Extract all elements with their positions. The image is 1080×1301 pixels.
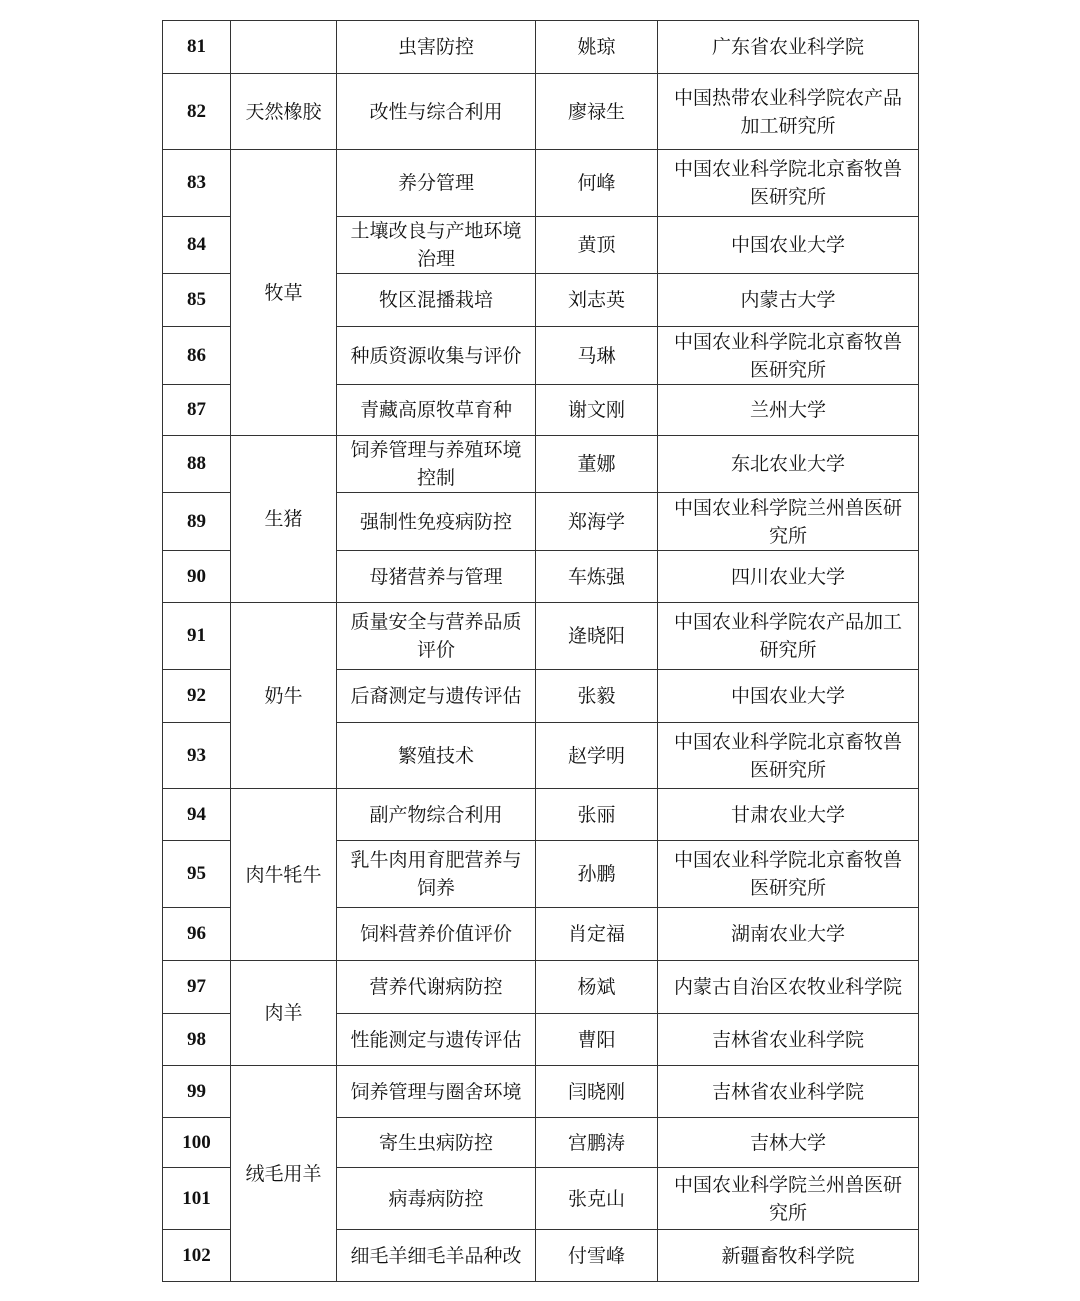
expert-name-cell: 宫鹏涛 [536,1118,658,1168]
research-topic-cell: 饲养管理与圈舍环境 [337,1066,536,1118]
row-number: 91 [163,603,231,670]
table-body [163,21,919,1282]
table-row [163,1066,919,1118]
research-topic-cell: 种质资源收集与评价 [337,327,536,385]
table-row [163,21,919,74]
table-row [163,603,919,670]
category-cell: 牧草 [231,150,337,436]
research-topic-cell: 饲养管理与养殖环境 控制 [337,436,536,493]
expert-name-cell: 肖定福 [536,908,658,961]
row-number: 81 [163,21,231,74]
institution-cell: 湖南农业大学 [658,908,919,961]
expert-name-cell: 董娜 [536,436,658,493]
research-topic-cell: 饲料营养价值评价 [337,908,536,961]
institution-cell: 中国农业科学院兰州兽医研 究所 [658,493,919,551]
table-row [163,789,919,841]
research-topic-cell: 青藏高原牧草育种 [337,385,536,436]
research-topic-cell: 细毛羊细毛羊品种改 [337,1230,536,1282]
institution-cell: 四川农业大学 [658,551,919,603]
row-number: 85 [163,274,231,327]
category-cell: 天然橡胶 [231,74,337,150]
research-topic-cell: 营养代谢病防控 [337,961,536,1014]
row-number: 86 [163,327,231,385]
expert-name-cell: 闫晓刚 [536,1066,658,1118]
research-topic-cell: 改性与综合利用 [337,74,536,150]
row-number: 87 [163,385,231,436]
expert-name-cell: 何峰 [536,150,658,217]
research-topic-cell: 土壤改良与产地环境 治理 [337,217,536,274]
expert-name-cell: 黄顶 [536,217,658,274]
institution-cell: 东北农业大学 [658,436,919,493]
expert-name-cell: 姚琼 [536,21,658,74]
institution-cell: 内蒙古大学 [658,274,919,327]
category-cell: 绒毛用羊 [231,1066,337,1282]
expert-name-cell: 付雪峰 [536,1230,658,1282]
row-number: 84 [163,217,231,274]
table-row [163,436,919,493]
institution-cell: 中国农业大学 [658,217,919,274]
institution-cell: 吉林省农业科学院 [658,1066,919,1118]
expert-name-cell: 郑海学 [536,493,658,551]
row-number: 90 [163,551,231,603]
row-number: 95 [163,841,231,908]
table-row [163,150,919,217]
research-topic-cell: 母猪营养与管理 [337,551,536,603]
institution-cell: 中国农业大学 [658,670,919,723]
research-topic-cell: 后裔测定与遗传评估 [337,670,536,723]
research-topic-cell: 繁殖技术 [337,723,536,789]
research-topic-cell: 性能测定与遗传评估 [337,1014,536,1066]
research-topic-cell: 牧区混播栽培 [337,274,536,327]
institution-cell: 内蒙古自治区农牧业科学院 [658,961,919,1014]
institution-cell: 兰州大学 [658,385,919,436]
research-topic-cell: 乳牛肉用育肥营养与 饲养 [337,841,536,908]
category-cell: 生猪 [231,436,337,603]
institution-cell: 中国农业科学院北京畜牧兽 医研究所 [658,150,919,217]
row-number: 83 [163,150,231,217]
category-cell [231,21,337,74]
row-number: 102 [163,1230,231,1282]
research-topic-cell: 寄生虫病防控 [337,1118,536,1168]
expert-name-cell: 赵学明 [536,723,658,789]
row-number: 93 [163,723,231,789]
institution-cell: 甘肃农业大学 [658,789,919,841]
category-cell: 奶牛 [231,603,337,789]
research-topic-cell: 病毒病防控 [337,1168,536,1230]
expert-name-cell: 廖禄生 [536,74,658,150]
expert-name-cell: 张毅 [536,670,658,723]
institution-cell: 中国农业科学院农产品加工 研究所 [658,603,919,670]
research-topic-cell: 副产物综合利用 [337,789,536,841]
expert-name-cell: 刘志英 [536,274,658,327]
research-topic-cell: 质量安全与营养品质 评价 [337,603,536,670]
institution-cell: 吉林省农业科学院 [658,1014,919,1066]
table-row [163,961,919,1014]
institution-cell: 中国农业科学院北京畜牧兽 医研究所 [658,327,919,385]
row-number: 96 [163,908,231,961]
row-number: 97 [163,961,231,1014]
category-cell: 肉羊 [231,961,337,1066]
row-number: 92 [163,670,231,723]
research-topic-cell: 强制性免疫病防控 [337,493,536,551]
institution-cell: 广东省农业科学院 [658,21,919,74]
expert-name-cell: 车炼强 [536,551,658,603]
expert-name-cell: 曹阳 [536,1014,658,1066]
row-number: 101 [163,1168,231,1230]
expert-name-cell: 逄晓阳 [536,603,658,670]
table-row [163,74,919,150]
institution-cell: 中国农业科学院北京畜牧兽 医研究所 [658,841,919,908]
expert-name-cell: 杨斌 [536,961,658,1014]
expert-name-cell: 张丽 [536,789,658,841]
institution-cell: 新疆畜牧科学院 [658,1230,919,1282]
expert-name-cell: 张克山 [536,1168,658,1230]
row-number: 88 [163,436,231,493]
expert-name-cell: 马琳 [536,327,658,385]
row-number: 89 [163,493,231,551]
research-topic-cell: 养分管理 [337,150,536,217]
research-topic-cell: 虫害防控 [337,21,536,74]
expert-table [162,20,919,1282]
row-number: 94 [163,789,231,841]
institution-cell: 中国热带农业科学院农产品 加工研究所 [658,74,919,150]
row-number: 98 [163,1014,231,1066]
expert-name-cell: 孙鹏 [536,841,658,908]
row-number: 100 [163,1118,231,1168]
institution-cell: 吉林大学 [658,1118,919,1168]
row-number: 99 [163,1066,231,1118]
category-cell: 肉牛牦牛 [231,789,337,961]
institution-cell: 中国农业科学院兰州兽医研 究所 [658,1168,919,1230]
expert-name-cell: 谢文刚 [536,385,658,436]
institution-cell: 中国农业科学院北京畜牧兽 医研究所 [658,723,919,789]
row-number: 82 [163,74,231,150]
